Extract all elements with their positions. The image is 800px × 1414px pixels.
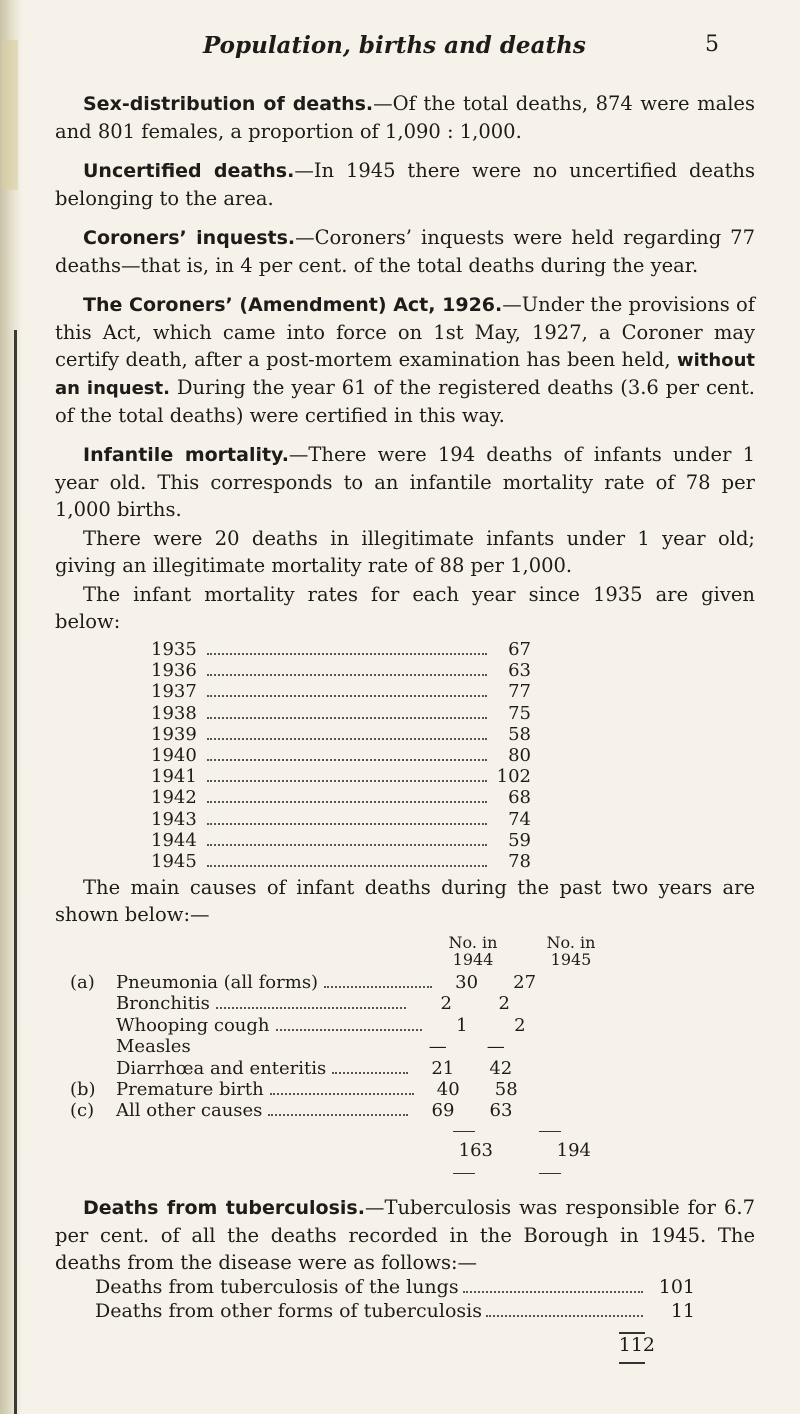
binding-line [14, 330, 17, 1414]
dot-leader [268, 1114, 408, 1116]
tuberculosis-deaths-list [95, 1276, 695, 1324]
dot-leader [207, 674, 487, 676]
dot-leader [270, 1093, 414, 1095]
list-item [151, 639, 531, 660]
table-row [55, 1015, 755, 1036]
column-header-1944 [435, 934, 511, 972]
cause-1945: 2 [498, 993, 510, 1015]
heading-amendment-act: The Coroners’ (Amendment) Act, 1926. [83, 294, 503, 316]
cause-1945: — [486, 1036, 505, 1058]
list-item [151, 851, 531, 872]
heading-uncertified: Uncertified deaths. [83, 160, 295, 182]
page-edge [0, 0, 22, 1414]
column-header-label: No. in [546, 933, 596, 953]
list-item [151, 830, 531, 851]
table-row [55, 993, 755, 1014]
rate-value: 74 [508, 808, 531, 830]
dot-leader [276, 1029, 422, 1031]
dot-leader [197, 1050, 401, 1052]
cause-tag: (c) [70, 1100, 95, 1122]
list-item [151, 660, 531, 681]
table-row [55, 1058, 755, 1079]
heading-inquests: Coroners’ inquests. [83, 227, 296, 249]
column-header-label: No. in [448, 933, 498, 953]
text-amendment-emphasis: without an inquest. [55, 350, 755, 399]
tb-label: Deaths from other forms of tuberculosis [95, 1299, 482, 1322]
table-total-row [435, 1140, 755, 1164]
dot-leader [207, 653, 487, 655]
text-inquests: —Coroners’ inquests were held regarding 77 deaths—that is, in 4 per cent. of the total deaths during the year. [55, 226, 755, 277]
heading-tuberculosis: Deaths from tuberculosis. [83, 1196, 365, 1219]
list-item [151, 787, 531, 808]
cause-1944: 40 [436, 1079, 460, 1101]
cause-1944: 30 [455, 972, 479, 994]
cause-label: Measles [116, 1036, 191, 1058]
rate-year: 1937 [151, 681, 197, 703]
cause-1944: 1 [456, 1014, 468, 1036]
dot-leader [324, 986, 432, 988]
paragraph-infantile [55, 441, 755, 523]
text-amendment-act-1: —Under the provisions of this Act, which came into force on 1st May, 1927, a Coroner may certify death, after a post-mortem examination has been held, [55, 293, 755, 371]
list-item [95, 1300, 695, 1324]
total-1945: 194 [556, 1139, 591, 1161]
infant-mortality-rates-list [151, 639, 531, 872]
list-item [151, 703, 531, 724]
text-amendment-act-2: During the year 61 of the registered deaths (3.6 per cent. of the total deaths) were certified in this way. [55, 376, 755, 427]
cause-tag: (a) [70, 972, 95, 994]
column-header-1945 [533, 934, 609, 972]
divider [453, 1173, 475, 1182]
heading-sex-distribution: Sex-distribution of deaths. [83, 93, 374, 115]
rate-year: 1945 [151, 850, 197, 872]
table-header [435, 934, 755, 972]
divider [453, 1131, 475, 1140]
dot-leader [207, 759, 487, 761]
cause-label: Premature birth [116, 1079, 264, 1101]
rate-year: 1942 [151, 787, 197, 809]
rate-value: 75 [508, 702, 531, 724]
paragraph-rates-intro: The infant mortality rates for each year since 1935 are given below: [55, 583, 755, 633]
rate-year: 1939 [151, 723, 197, 745]
text-sex-distribution: —Of the total deaths, 874 were males and 801 females, a proportion of 1,090 : 1,000. [55, 92, 755, 143]
text-tuberculosis: —Tuberculosis was responsible for 6.7 per cent. of all the deaths recorded in the Borough in 1945. The deaths from the disease were as follows:— [55, 1195, 755, 1274]
cause-1945: 63 [489, 1100, 513, 1122]
infant-causes-table [55, 934, 755, 1182]
dot-leader [332, 1072, 408, 1074]
page-number: 5 [705, 32, 719, 57]
dot-leader [463, 1291, 643, 1293]
dot-leader [207, 780, 487, 782]
rate-value: 58 [508, 723, 531, 745]
paragraph-tuberculosis [55, 1194, 755, 1276]
cause-1945: 2 [514, 1014, 526, 1036]
table-row [55, 972, 755, 993]
rate-year: 1938 [151, 702, 197, 724]
paragraph-amendment-act [55, 291, 755, 429]
rate-value: 78 [508, 850, 531, 872]
tb-label: Deaths from tuberculosis of the lungs [95, 1275, 459, 1298]
cause-1945: 27 [513, 972, 537, 994]
cause-label: Bronchitis [116, 993, 210, 1015]
paragraph-sex-distribution [55, 90, 755, 145]
list-item [151, 681, 531, 702]
rate-year: 1944 [151, 829, 197, 851]
page-stain [2, 40, 18, 190]
dot-leader [486, 1315, 643, 1317]
tb-total: 112 [618, 1333, 655, 1356]
total-rule-top [453, 1122, 755, 1140]
cause-1945: 58 [494, 1079, 518, 1101]
list-item [151, 745, 531, 766]
table-row [55, 1079, 755, 1100]
cause-label: Pneumonia (all forms) [116, 972, 319, 994]
tb-value: 101 [658, 1275, 695, 1298]
table-row [55, 1036, 755, 1057]
cause-1944: 21 [431, 1057, 455, 1079]
cause-1944: — [428, 1036, 447, 1058]
cause-1944: 2 [440, 993, 452, 1015]
dot-leader [207, 865, 487, 867]
table-row [55, 1100, 755, 1121]
rate-value: 67 [508, 639, 531, 660]
list-item [151, 809, 531, 830]
dot-leader [207, 801, 487, 803]
text-infantile: —There were 194 deaths of infants under 1 year old. This corresponds to an infantile mortality rate of 78 per 1,000 births. [55, 443, 755, 521]
rate-year: 1941 [151, 766, 197, 788]
rate-value: 68 [508, 787, 531, 809]
cause-1945: 42 [489, 1057, 513, 1079]
cause-label: All other causes [116, 1100, 263, 1122]
text-uncertified: —In 1945 there were no uncertified deaths belonging to the area. [55, 159, 755, 210]
list-item [95, 1276, 695, 1300]
cause-tag: (b) [70, 1079, 96, 1101]
dot-leader [216, 1007, 406, 1009]
rate-value: 80 [508, 744, 531, 766]
paragraph-illegitimate: There were 20 deaths in illegitimate infants under 1 year old; giving an illegitimate mortality rate of 88 per 1,000. [55, 527, 755, 577]
rate-value: 63 [508, 660, 531, 682]
list-item [151, 766, 531, 787]
heading-infantile: Infantile mortality. [83, 444, 289, 466]
rate-value: 59 [508, 829, 531, 851]
divider [539, 1173, 561, 1182]
dot-leader [207, 823, 487, 825]
paragraph-uncertified [55, 157, 755, 212]
cause-label: Diarrhœa and enteritis [116, 1057, 327, 1079]
cause-1944: 69 [431, 1100, 455, 1122]
column-header-year: 1944 [452, 950, 494, 970]
paragraph-causes-intro: The main causes of infant deaths during the past two years are shown below:— [55, 876, 755, 927]
paragraph-inquests [55, 224, 755, 279]
rate-year: 1936 [151, 660, 197, 682]
rate-year: 1935 [151, 639, 197, 660]
dot-leader [207, 695, 487, 697]
running-head [55, 22, 755, 62]
dot-leader [207, 844, 487, 846]
total-1944: 163 [458, 1139, 493, 1161]
divider [619, 1362, 645, 1364]
tb-value: 11 [670, 1299, 695, 1322]
rate-year: 1940 [151, 744, 197, 766]
total-rule-bottom [453, 1164, 755, 1182]
rate-value: 102 [496, 766, 531, 788]
divider [539, 1131, 561, 1140]
rate-value: 77 [508, 681, 531, 703]
column-header-year: 1945 [550, 950, 592, 970]
rate-year: 1943 [151, 808, 197, 830]
running-title: Population, births and deaths [203, 32, 586, 59]
list-item [151, 724, 531, 745]
dot-leader [207, 738, 487, 740]
cause-label: Whooping cough [116, 1014, 270, 1036]
dot-leader [207, 717, 487, 719]
document-page [55, 22, 755, 1364]
